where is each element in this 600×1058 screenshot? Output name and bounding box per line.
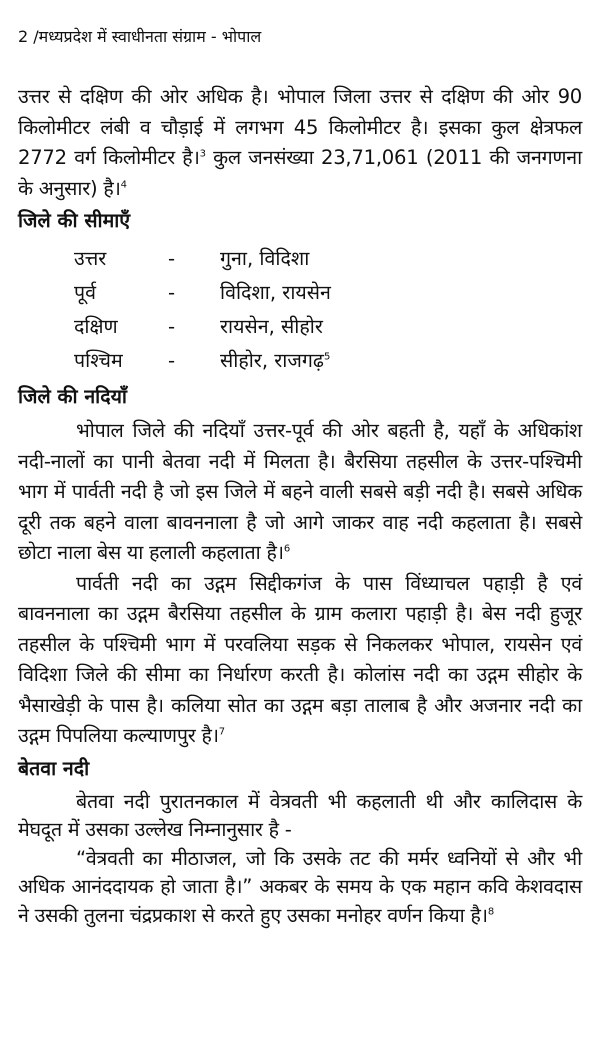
border-direction: उत्तर	[74, 247, 107, 270]
border-places-text: रायसेन, सीहोर	[220, 315, 323, 338]
border-row	[74, 344, 331, 378]
footnote-marker: 6	[283, 543, 290, 555]
footnote-marker: 3	[199, 148, 206, 160]
border-direction: पश्चिम	[74, 349, 123, 372]
border-dash: -	[168, 247, 176, 270]
rivers-paragraph	[18, 416, 582, 569]
border-places-text: गुना, विदिशा	[220, 247, 310, 270]
betwa-heading: बेतवा नदी	[18, 756, 90, 780]
betwa-quote-paragraph	[18, 845, 582, 931]
rivers-text: भोपाल जिले की नदियाँ उत्तर-पूर्व की ओर बहती है, यहाँ के अधिकांश नदी-नालों का पानी बेतवा नदी में मिलता है। बैरसिया तहसील के उत्तर-पश्चिमी भाग में पार्वती नदी है जो इस जिले में बहने वाली सबसे बड़ी नदी है। सबसे अधिक दूरी तक बहने वाला बावननाला है जो आगे जाकर वाह नदी कहलाता है। सबसे छोटा नाला बेस या हलाली कहलाता है।	[18, 419, 582, 564]
rivers-heading: जिले की नदियाँ	[18, 385, 127, 408]
border-dash: -	[168, 349, 176, 372]
footnote-marker: 4	[120, 178, 127, 190]
border-places-text: सीहोर, राजगढ़	[220, 349, 324, 372]
running-header: 2 /मध्यप्रदेश में स्वाधीनता संग्राम - भोपाल	[18, 27, 262, 46]
borders-heading: जिले की सीमाएँ	[18, 209, 131, 232]
rivers-origins-paragraph	[18, 569, 582, 752]
borders-table	[74, 242, 331, 378]
rivers-origins-text: पार्वती नदी का उद्गम सिद्दीकगंज के पास विंध्याचल पहाड़ी है एवं बावननाला का उद्गम बैरसिया तहसील के ग्राम कलारा पहाड़ी है। बेस नदी हुजूर तहसील के पश्चिमी भाग में परवलिया सड़क से निकलकर भोपाल, रायसेन एवं विदिशा जिले की सीमा का निर्धारण करती है। कोलांस नदी का उद्गम सीहोर के भैसाखेड़ी के पास है। कलिया सोत का उद्गम बड़ा तालाब है और अजनार नदी का उद्गम पिपलिया कल्याणपुर है।	[18, 571, 582, 747]
intro-text-continued: कुल जनसंख्या 23,71,061 (2011 की जनगणना के अनुसार) है।	[18, 146, 582, 200]
betwa-paragraph: बेतवा नदी पुरातनकाल में वेत्रवती भी कहलाती थी और कालिदास के मेघदूत में उसका उल्लेख निम्नानुसार है -	[18, 789, 582, 841]
footnote-marker: 5	[323, 351, 331, 363]
intro-paragraph	[18, 82, 582, 204]
border-places	[220, 242, 331, 276]
footnote-marker: 8	[487, 905, 494, 917]
border-places	[220, 344, 331, 378]
footnote-marker: 7	[218, 726, 225, 738]
intro-text: उत्तर से दक्षिण की ओर अधिक है। भोपाल जिला उत्तर से दक्षिण की ओर 90 किलोमीटर लंबी व चौड़ाई में लगभग 45 किलोमीटर है। इसका कुल क्षेत्रफल 2772 वर्ग किलोमीटर है।	[18, 85, 582, 169]
border-row	[74, 242, 331, 276]
border-dash: -	[168, 281, 176, 304]
border-places	[220, 276, 331, 310]
border-dash: -	[168, 315, 176, 338]
border-row	[74, 310, 331, 344]
border-places-text: विदिशा, रायसेन	[220, 281, 331, 304]
border-places	[220, 310, 331, 344]
border-direction: पूर्व	[74, 281, 97, 304]
border-direction: दक्षिण	[74, 315, 118, 338]
border-row	[74, 276, 331, 310]
betwa-quote-text: “वेत्रवती का मीठाजल, जो कि उसके तट की मर्मर ध्वनियों से और भी अधिक आनंददायक हो जाता है।” अकबर के समय के एक महान कवि केशवदास ने उसकी तुलना चंद्रप्रकाश से करते हुए उसका मनोहर वर्णन किया है।	[18, 846, 582, 927]
